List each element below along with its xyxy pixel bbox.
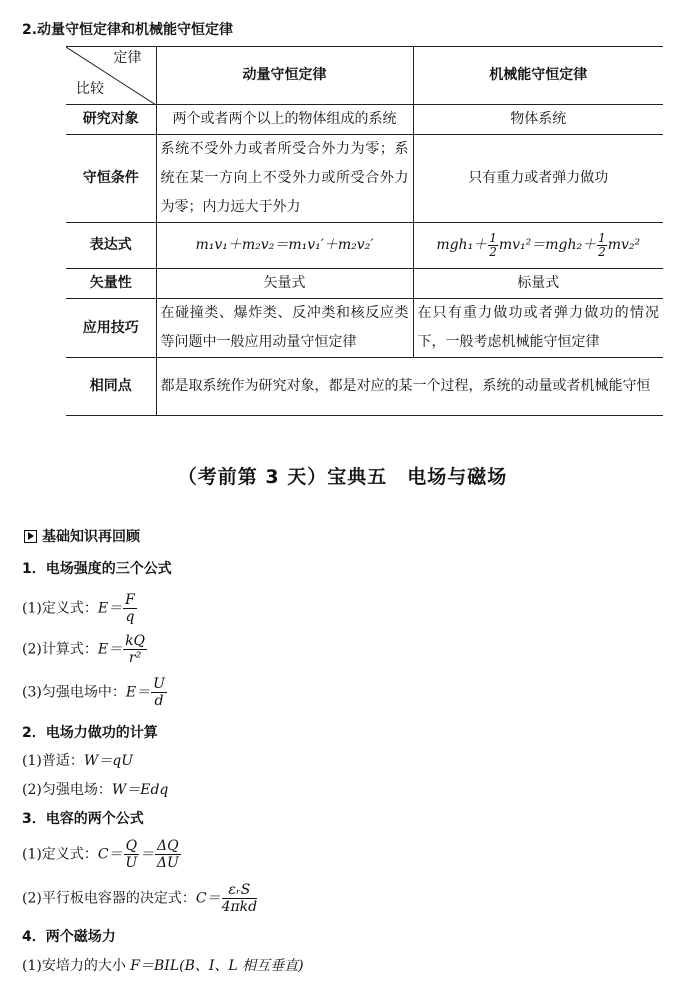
fraction-numerator: 1 xyxy=(489,230,497,245)
fraction xyxy=(124,838,139,871)
formula-line xyxy=(22,882,258,915)
fraction-numerator: εᵣS xyxy=(222,882,258,899)
equals-sign: ＝ xyxy=(140,846,155,863)
item-heading: 2．电场力做功的计算 xyxy=(22,725,158,741)
table-row xyxy=(66,105,663,135)
row-label: 研究对象 xyxy=(66,105,156,135)
formula: W＝Edq xyxy=(111,782,169,798)
play-box-icon xyxy=(24,530,37,543)
formula-lhs: E＝ xyxy=(125,684,151,701)
formula-note: (B、I、L 相互垂直) xyxy=(179,958,304,974)
fraction-numerator: kQ xyxy=(125,633,146,649)
fraction xyxy=(123,633,147,666)
header-corner-top: 定律 xyxy=(113,50,142,66)
table-cell: 系统不受外力或者所受合外力为零；系统在某一方向上不受外力或所受合外力为零；内力远大于外力 xyxy=(156,135,413,223)
table-cell: 标量式 xyxy=(413,269,663,299)
formula-lhs: E＝ xyxy=(97,641,123,658)
line-label: (2)匀强电场： xyxy=(22,782,112,798)
line-label: (1)定义式： xyxy=(22,846,98,863)
table-row xyxy=(66,299,663,358)
row-label: 矢量性 xyxy=(66,269,156,299)
formula-part: mv₁²＝mgh₂＋ xyxy=(498,237,597,253)
table-cell: 在只有重力做功或者弹力做功的情况下，一般考虑机械能守恒定律 xyxy=(413,299,663,358)
formula-lhs: C＝ xyxy=(195,890,221,907)
table-row xyxy=(66,223,663,269)
row-label: 表达式 xyxy=(66,223,156,269)
fraction xyxy=(155,838,181,871)
row-label: 守恒条件 xyxy=(66,135,156,223)
momentum-formula: m₁v₁＋m₂v₂＝m₁v₁′＋m₂v₂′ xyxy=(156,223,413,269)
table-cell: 只有重力或者弹力做功 xyxy=(413,135,663,223)
fraction-numerator: ΔQ xyxy=(157,838,179,854)
fraction-denominator: r² xyxy=(128,650,142,666)
line-label: (1)安培力的大小 xyxy=(22,958,131,974)
subsection-label: 基础知识再回顾 xyxy=(42,529,140,545)
section-title: 2.动量守恒定律和机械能守恒定律 xyxy=(22,22,234,38)
formula: F＝BIL xyxy=(130,958,180,974)
formula-line xyxy=(22,592,138,625)
line-label: (1)定义式： xyxy=(22,600,98,617)
table-cell: 两个或者两个以上的物体组成的系统 xyxy=(156,105,413,135)
formula-line xyxy=(22,779,168,799)
formula: W＝qU xyxy=(83,753,133,769)
fraction-denominator: 2 xyxy=(598,244,606,259)
formula-line xyxy=(22,750,133,770)
formula-line xyxy=(22,676,168,709)
line-label: (2)平行板电容器的决定式： xyxy=(22,890,196,907)
half-fraction xyxy=(597,232,607,259)
item-heading: 3．电容的两个公式 xyxy=(22,811,144,827)
fraction-denominator: ΔU xyxy=(156,855,179,871)
table-header-row xyxy=(66,47,663,105)
table-cell: 物体系统 xyxy=(413,105,663,135)
fraction-denominator: 2 xyxy=(489,244,497,259)
fraction xyxy=(123,592,137,625)
fraction-denominator: d xyxy=(154,693,164,709)
diagonal-header-cell xyxy=(66,47,156,105)
formula-line xyxy=(22,838,182,871)
fraction xyxy=(151,676,167,709)
item-heading: 1．电场强度的三个公式 xyxy=(22,561,172,577)
formula-lhs: C＝ xyxy=(97,846,123,863)
comparison-table xyxy=(66,46,663,416)
table-cell: 在碰撞类、爆炸类、反冲类和核反应类等问题中一般应用动量守恒定律 xyxy=(156,299,413,358)
chapter-title: （考前第 3 天）宝典五 电场与磁场 xyxy=(177,466,508,488)
subsection-heading xyxy=(24,526,140,546)
fraction-denominator: 4πkd xyxy=(221,899,258,915)
fraction-denominator: U xyxy=(125,855,138,871)
table-cell: 矢量式 xyxy=(156,269,413,299)
fraction-numerator: Q xyxy=(125,838,138,854)
formula-lhs: E＝ xyxy=(97,600,123,617)
line-label: (1)普适： xyxy=(22,753,84,769)
formula-line xyxy=(22,955,304,975)
row-label: 相同点 xyxy=(66,358,156,416)
fraction-denominator: q xyxy=(125,609,135,625)
fraction-numerator: 1 xyxy=(598,230,606,245)
line-label: (3)匀强电场中： xyxy=(22,684,126,701)
fraction-numerator: F xyxy=(125,592,135,608)
fraction xyxy=(222,882,258,915)
line-label: (2)计算式： xyxy=(22,641,98,658)
formula-part: mgh₁＋ xyxy=(436,237,488,253)
formula-part: mv₂² xyxy=(607,237,641,253)
table-cell: 都是取系统作为研究对象，都是对应的某一个过程，系统的动量或者机械能守恒 xyxy=(156,358,663,416)
fraction-numerator: U xyxy=(153,676,165,692)
table-row xyxy=(66,358,663,416)
half-fraction xyxy=(488,232,498,259)
column-header-energy: 机械能守恒定律 xyxy=(413,47,663,105)
column-header-momentum: 动量守恒定律 xyxy=(156,47,413,105)
header-corner-bottom: 比较 xyxy=(76,81,104,97)
row-label: 应用技巧 xyxy=(66,299,156,358)
energy-formula xyxy=(413,223,663,269)
item-heading: 4．两个磁场力 xyxy=(22,929,116,945)
table-row xyxy=(66,135,663,223)
table-row xyxy=(66,269,663,299)
formula-line xyxy=(22,633,148,666)
